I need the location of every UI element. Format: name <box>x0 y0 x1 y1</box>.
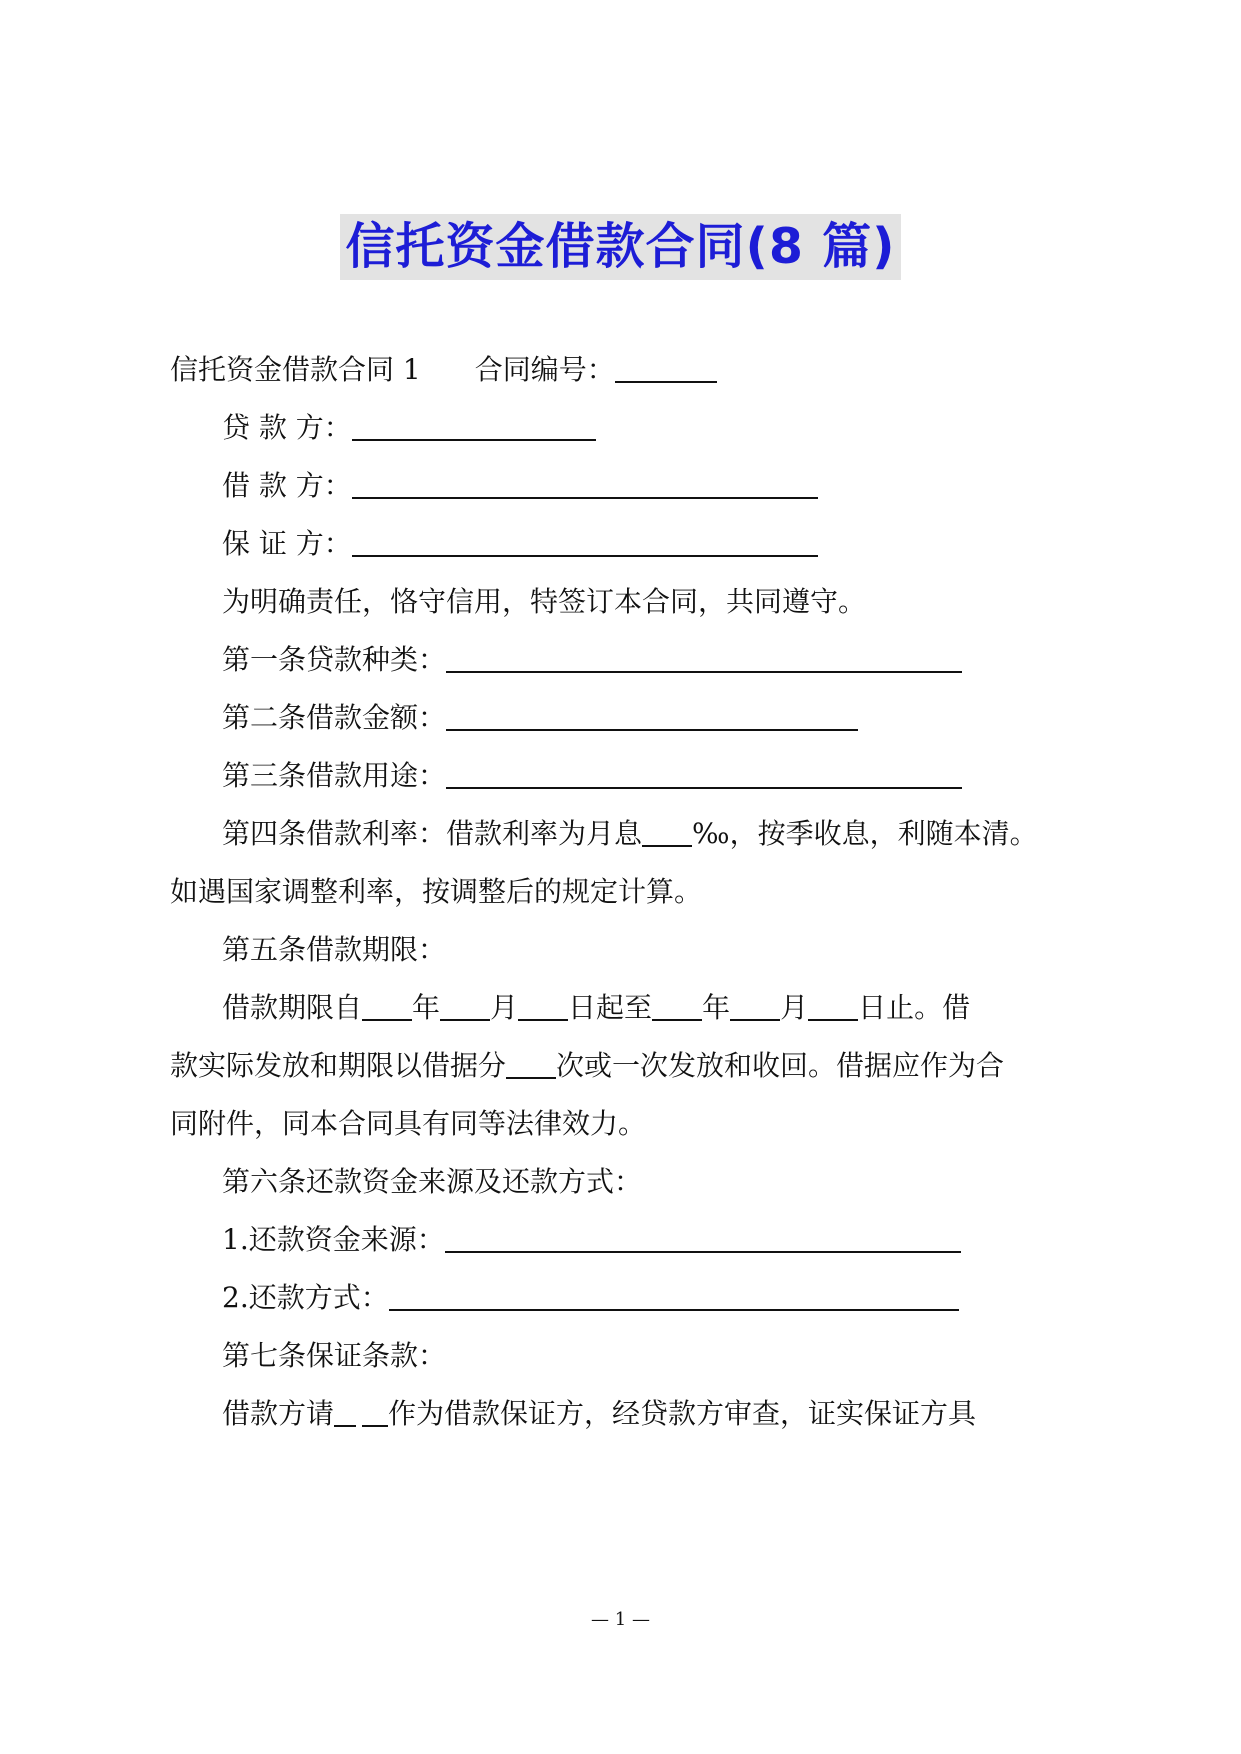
article-7-heading: 第七条保证条款： <box>222 1339 447 1372</box>
guarantor-blank <box>352 529 818 557</box>
article-3-label: 第三条借款用途： <box>222 759 447 792</box>
article-5-heading: 第五条借款期限： <box>222 933 447 966</box>
article-4-line-1 <box>222 814 1038 854</box>
intro-paragraph: 为明确责任，恪守信用，特签订本合同，共同遵守。 <box>222 585 867 618</box>
lender-blank <box>352 413 596 441</box>
article-5-line-3: 同附件，同本合同具有同等法律效力。 <box>170 1107 647 1140</box>
guarantor-name-blank-b <box>362 1399 388 1427</box>
article-2-line <box>222 698 858 738</box>
term-blank-6 <box>808 993 858 1021</box>
term-text-5: 年 <box>702 991 731 1024</box>
article-1-line <box>222 640 962 680</box>
article-6-heading: 第六条还款资金来源及还款方式： <box>222 1165 643 1198</box>
contract-header-line <box>170 350 717 390</box>
borrower-blank <box>352 471 818 499</box>
article-4-text-b: ‰，按季收息，利随本清。 <box>692 817 1038 850</box>
lender-label: 贷 款 方： <box>222 411 352 444</box>
term-line2-b: 次或一次发放和收回。借据应作为合 <box>556 1049 1005 1082</box>
term-text-6: 月 <box>780 991 809 1024</box>
article-4-line-2: 如遇国家调整利率，按调整后的规定计算。 <box>170 875 703 908</box>
guarantor-name-blank-a <box>334 1399 356 1427</box>
term-text-2: 年 <box>412 991 441 1024</box>
term-text-1: 借款期限自 <box>222 991 363 1024</box>
article-5-line-2 <box>170 1046 1004 1086</box>
article-7-line-1 <box>222 1394 976 1434</box>
term-count-blank <box>506 1051 556 1079</box>
guarantor-label: 保 证 方： <box>222 527 352 560</box>
article-5-line-1 <box>222 988 970 1028</box>
document-title: 信托资金借款合同(8 篇) <box>340 214 902 280</box>
term-text-7: 日止。借 <box>858 991 971 1024</box>
article-7-text-a: 借款方请 <box>222 1397 335 1430</box>
article-4-rate-blank <box>642 819 692 847</box>
article-4-text-a: 第四条借款利率：借款利率为月息 <box>222 817 643 850</box>
borrower-label: 借 款 方： <box>222 469 352 502</box>
article-6-item-2 <box>222 1278 959 1318</box>
title-container <box>0 214 1241 280</box>
article-1-label: 第一条贷款种类： <box>222 643 447 676</box>
article-6-item-2-blank <box>389 1283 959 1311</box>
page-number: — 1 — <box>591 1609 650 1630</box>
article-6-item-2-label: 2.还款方式： <box>222 1281 389 1314</box>
contract-name: 信托资金借款合同 1 <box>170 353 421 386</box>
article-2-label: 第二条借款金额： <box>222 701 447 734</box>
article-1-blank <box>446 645 962 673</box>
term-blank-4 <box>652 993 702 1021</box>
term-text-3: 月 <box>490 991 519 1024</box>
term-blank-1 <box>362 993 412 1021</box>
lender-line <box>222 408 596 448</box>
term-blank-2 <box>440 993 490 1021</box>
contract-number-blank <box>615 355 717 383</box>
article-7-text-b: 作为借款保证方，经贷款方审查，证实保证方具 <box>388 1397 977 1430</box>
article-6-item-1-blank <box>445 1225 961 1253</box>
article-2-blank <box>446 703 858 731</box>
term-line2-a: 款实际发放和期限以借据分 <box>170 1049 507 1082</box>
borrower-line <box>222 466 818 506</box>
article-6-item-1 <box>222 1220 961 1260</box>
article-6-item-1-label: 1.还款资金来源： <box>222 1223 445 1256</box>
contract-number-label: 合同编号： <box>474 353 615 386</box>
article-3-blank <box>446 761 962 789</box>
term-text-4: 日起至 <box>568 991 653 1024</box>
article-3-line <box>222 756 962 796</box>
term-blank-3 <box>518 993 568 1021</box>
guarantor-line <box>222 524 818 564</box>
term-blank-5 <box>730 993 780 1021</box>
